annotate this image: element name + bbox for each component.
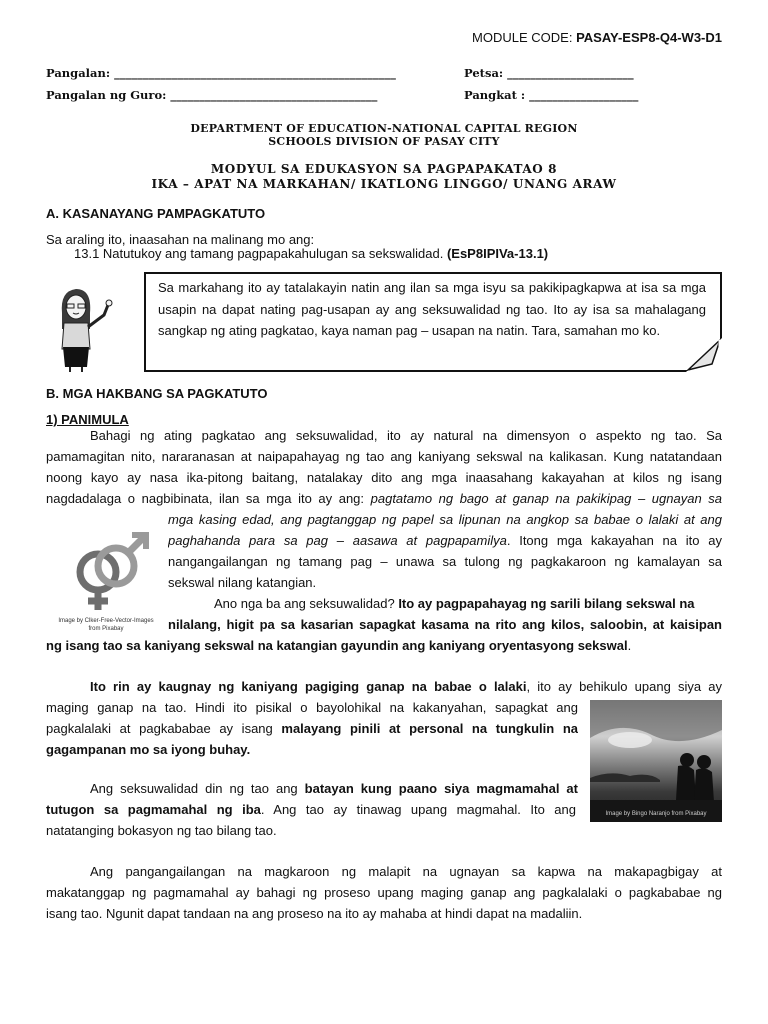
section-a-title: A. KASANAYANG PAMPAGKATUTO xyxy=(46,206,266,221)
p2-line-1 xyxy=(214,593,695,614)
bubble-text: Sa markahang ito ay tatalakayin natin ang ilan sa mga isyu sa pakikipagkapwa at isa sa mga usapin na dapat nating pag-usapan ay ang seksuwalidad ng tao. Ito ay isa sa mahalagang sangkap ng ating pagkatao, kaya naman pag – usapan na natin. Tara, samahan mo ko. xyxy=(158,280,706,338)
p1-line-8: sekswal nilang katangian. xyxy=(168,575,317,590)
p3-line-4 xyxy=(46,739,250,760)
pangkat-field: Pangkat : ___________________ xyxy=(464,88,639,102)
competency-text: 13.1 Natutukoy ang tamang pagpapakahulugan sa sekswalidad. xyxy=(74,246,444,261)
p3-line-3 xyxy=(46,718,578,739)
p4-line-3: natatanging bokasyon ng tao bilang tao. xyxy=(46,823,277,838)
dept-heading: DEPARTMENT OF EDUCATION-NATIONAL CAPITAL REGION xyxy=(190,122,578,135)
p1-line-4-text: nagdadalaga o nagbibinata, ilan sa mga ito ay ang: xyxy=(46,491,371,506)
petsa-field: Petsa: ______________________ xyxy=(464,66,634,80)
section-b-title: B. MGA HAKBANG SA PAGKATUTO xyxy=(46,386,268,401)
p3-text-3: pagkalalaki at pagkababae ay isang xyxy=(46,721,282,736)
panimula-heading: 1) PANIMULA xyxy=(46,412,129,427)
p1-line-6-italic: paghahanda para sa pag – aasawa at pagpapamilya xyxy=(168,533,507,548)
module-code-value: PASAY-ESP8-Q4-W3-D1 xyxy=(576,30,722,45)
guro-field: Pangalan ng Guro: ____________________________________ xyxy=(46,88,378,102)
p3-bold-4: gagampanan mo sa iyong buhay. xyxy=(46,742,251,757)
p4-text-2: . Ang tao ay tinawag upang magmahal. Ito ang xyxy=(260,802,576,817)
p4-line-2 xyxy=(46,799,576,820)
p3-bold-1: Ito rin ay kaugnay ng kaniyang pagiging ganap na babae o lalaki xyxy=(90,679,527,694)
division-heading: SCHOOLS DIVISION OF PASAY CITY xyxy=(268,135,500,148)
competency xyxy=(74,243,548,264)
p3-bold-3: malayang pinili at personal na tungkulin na xyxy=(281,721,578,736)
p2-end: . xyxy=(627,638,632,653)
speech-bubble xyxy=(144,272,722,372)
p1-line-4 xyxy=(46,488,722,509)
p1-line-4-italic: pagtatamo ng bago at ganap na pakikipag – ugnayan sa xyxy=(370,491,722,506)
gender-symbols-image xyxy=(56,530,156,630)
p1-line-7: nangangailangan ng tamang pag – unawa sa tulong ng pagkakaroon ng kamalayan sa xyxy=(168,554,722,569)
couple-credit: Image by Bingo Naranjo from Pixabay xyxy=(605,811,707,817)
p5-line-2: makatanggap ng pagmamahal ay bahagi ng proseso upang maging ganap ang pagkalalaki o pagkababae ng xyxy=(46,885,722,900)
teacher-illustration xyxy=(52,283,132,373)
p2-question: Ano nga ba ang seksuwalidad? xyxy=(214,596,399,611)
p4-line-1 xyxy=(90,778,578,799)
p1-line-5 xyxy=(168,509,722,530)
p4-text-1: Ang seksuwalidad din ng tao ang xyxy=(90,781,305,796)
competency-code: (EsP8IPIVa-13.1) xyxy=(446,246,549,261)
p2-line-3 xyxy=(46,635,631,656)
couple-photo xyxy=(590,700,722,822)
p2-bold-1: Ito ay pagpapahayag ng sarili bilang sekswal na xyxy=(398,596,695,611)
p1-line-2: pamamagitan nito, nararanasan at naipapahayag ng tao ang kaniyang sekswal na kalikasan. Kung natatandaan xyxy=(46,449,722,464)
p1-line-3: noong kayo ay nasa ika-pitong baitang, natalakay dito ang mga inaasahang kakayahan at kilos ng isang xyxy=(46,470,722,485)
gender-symbols-icon xyxy=(56,530,156,612)
p3-text-1: , ito ay behikulo upang siya ay xyxy=(526,679,722,694)
module-code-label: MODULE CODE: xyxy=(472,30,573,45)
symbols-credit: Image by Clker-Free-Vector-Images from Pixabay xyxy=(58,618,154,632)
section-a-intro: Sa araling ito, inaasahan na malinang mo ang: xyxy=(46,232,315,247)
p2-line-2: nilalang, higit pa sa kasarian sapagkat kasama na rito ang kilos, saloobin, at kaisipan xyxy=(168,617,722,632)
p3-line-1 xyxy=(90,676,722,697)
p5-line-1: Ang pangangailangan na magkaroon ng malapit na ugnayan sa kapwa na makapagbigay at xyxy=(90,864,722,879)
p1-line-5-italic: mga kasing edad, ang pagtanggap ng papel sa lipunan na angkop sa babae o lalaki at ang xyxy=(168,512,722,527)
p1-line-6 xyxy=(168,530,722,551)
p1-line-6-text: . Itong mga kakayahan na ito ay xyxy=(506,533,722,548)
p1-line-1: Bahagi ng ating pagkatao ang seksuwalidad, ito ay natural na dimensyon o aspekto ng tao. Sa xyxy=(90,428,722,443)
page-curl-icon xyxy=(686,338,722,372)
p4-bold-1: batayan kung paano siya magmamahal at xyxy=(304,781,578,796)
p3-line-2: maging ganap na tao. Hindi ito pisikal o bayolohikal na kakanyahan, sapagkat ang xyxy=(46,700,578,715)
modyul-heading: MODYUL SA EDUKASYON SA PAGPAPAKATAO 8 xyxy=(210,162,558,176)
p5-line-3: isang tao. Ngunit dapat tandaan na ang proseso na ito ay mahaba at hindi dapat na madaliin. xyxy=(46,906,583,921)
p2-bold-3: ng isang tao sa kaniyang sekswal na katangian gayundin ang kaniyang oryentasyong sekswal xyxy=(46,638,628,653)
module-code xyxy=(472,30,722,45)
pangalan-field: Pangalan: _________________________________________________ xyxy=(46,66,396,80)
p4-bold-2: tutugon sa pagmamahal ng iba xyxy=(46,802,261,817)
week-heading: IKA – APAT NA MARKAHAN/ IKATLONG LINGGO/ UNANG ARAW xyxy=(151,177,617,191)
